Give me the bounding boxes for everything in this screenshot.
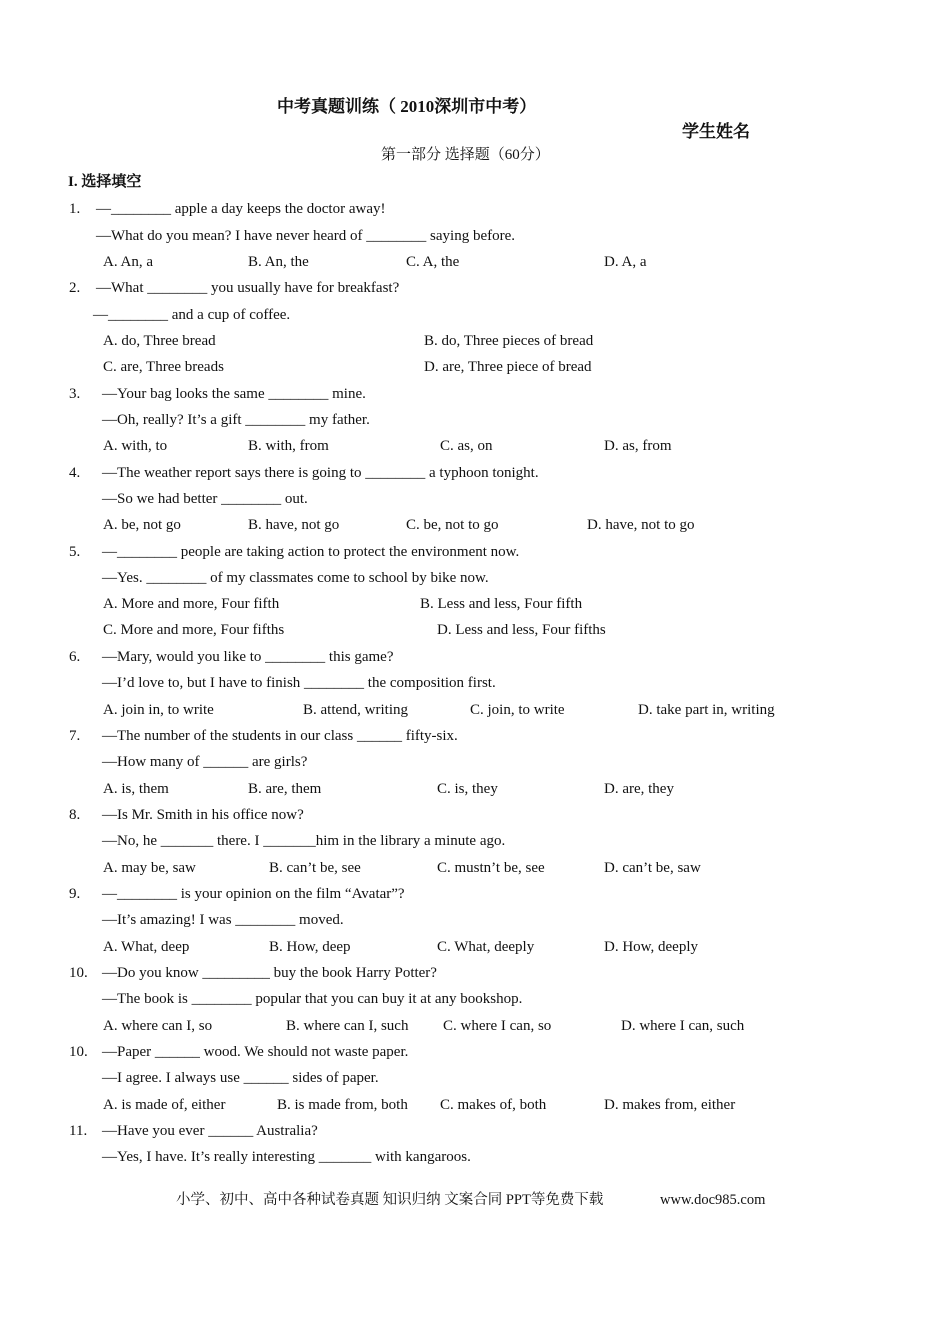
answer-option[interactable]: A. may be, saw bbox=[103, 860, 196, 876]
question-number: 5. bbox=[69, 544, 81, 560]
answer-option[interactable]: B. with, from bbox=[248, 438, 329, 454]
answer-option[interactable]: D. are, Three piece of bread bbox=[424, 359, 592, 375]
answer-option[interactable]: A. be, not go bbox=[103, 517, 181, 533]
answer-option[interactable]: B. do, Three pieces of bread bbox=[424, 333, 594, 349]
question-number: 2. bbox=[69, 280, 81, 296]
answer-option[interactable]: C. What, deeply bbox=[437, 939, 535, 955]
answer-option[interactable]: A. More and more, Four fifth bbox=[103, 596, 280, 612]
answer-option[interactable]: D. where I can, such bbox=[621, 1018, 745, 1034]
question-line: —So we had better ________ out. bbox=[102, 491, 308, 507]
footer-text: 小学、初中、高中各种试卷真题 知识归纳 文案合同 PPT等免费下载 bbox=[176, 1192, 604, 1208]
question-line: —________ is your opinion on the film “Avatar”? bbox=[102, 886, 405, 902]
student-name-label: 学生姓名 bbox=[682, 122, 750, 141]
answer-option[interactable]: B. can’t be, see bbox=[269, 860, 361, 876]
answer-option[interactable]: C. be, not to go bbox=[406, 517, 499, 533]
answer-option[interactable]: D. makes from, either bbox=[604, 1097, 736, 1113]
answer-option[interactable]: D. take part in, writing bbox=[638, 702, 775, 718]
answer-option[interactable]: D. as, from bbox=[604, 438, 672, 454]
question-line: —The weather report says there is going to ________ a typhoon tonight. bbox=[102, 465, 539, 481]
footer-url[interactable]: www.doc985.com bbox=[660, 1192, 766, 1208]
answer-option[interactable]: C. mustn’t be, see bbox=[437, 860, 545, 876]
answer-option[interactable]: B. attend, writing bbox=[303, 702, 408, 718]
answer-option[interactable]: C. where I can, so bbox=[443, 1018, 552, 1034]
question-line: —The number of the students in our class ______ fifty-six. bbox=[102, 728, 458, 744]
answer-option[interactable]: A. What, deep bbox=[103, 939, 190, 955]
question-line: —Paper ______ wood. We should not waste paper. bbox=[102, 1044, 409, 1060]
question-line: —I’d love to, but I have to finish ________ the composition first. bbox=[102, 675, 496, 691]
answer-option[interactable]: C. A, the bbox=[406, 254, 460, 270]
answer-option[interactable]: A. is, them bbox=[103, 781, 169, 797]
answer-option[interactable]: D. A, a bbox=[604, 254, 647, 270]
answer-option[interactable]: A. do, Three bread bbox=[103, 333, 216, 349]
question-number: 3. bbox=[69, 386, 81, 402]
answer-option[interactable]: B. How, deep bbox=[269, 939, 351, 955]
question-line: —Your bag looks the same ________ mine. bbox=[102, 386, 366, 402]
answer-option[interactable]: A. join in, to write bbox=[103, 702, 214, 718]
answer-option[interactable]: D. have, not to go bbox=[587, 517, 695, 533]
answer-option[interactable]: B. is made from, both bbox=[277, 1097, 408, 1113]
question-line: —What ________ you usually have for breakfast? bbox=[96, 280, 400, 296]
answer-option[interactable]: C. as, on bbox=[440, 438, 493, 454]
answer-option[interactable]: D. can’t be, saw bbox=[604, 860, 701, 876]
question-number: 9. bbox=[69, 886, 81, 902]
question-number: 10. bbox=[69, 965, 88, 981]
question-line: —Yes. ________ of my classmates come to school by bike now. bbox=[102, 570, 489, 586]
answer-option[interactable]: C. is, they bbox=[437, 781, 498, 797]
question-line: —Have you ever ______ Australia? bbox=[102, 1123, 318, 1139]
question-number: 8. bbox=[69, 807, 81, 823]
answer-option[interactable]: A. An, a bbox=[103, 254, 153, 270]
question-line: —The book is ________ popular that you can buy it at any bookshop. bbox=[102, 991, 523, 1007]
question-line: —How many of ______ are girls? bbox=[102, 754, 308, 770]
part-heading: 第一部分 选择题（60分） bbox=[381, 147, 550, 163]
answer-option[interactable]: B. Less and less, Four fifth bbox=[420, 596, 583, 612]
answer-option[interactable]: A. is made of, either bbox=[103, 1097, 226, 1113]
question-line: —________ apple a day keeps the doctor away! bbox=[96, 201, 386, 217]
question-line: —________ people are taking action to protect the environment now. bbox=[102, 544, 520, 560]
section-heading: I. 选择填空 bbox=[68, 174, 142, 190]
answer-option[interactable]: C. join, to write bbox=[470, 702, 565, 718]
answer-option[interactable]: C. More and more, Four fifths bbox=[103, 622, 285, 638]
answer-option[interactable]: B. An, the bbox=[248, 254, 309, 270]
question-line: —I agree. I always use ______ sides of paper. bbox=[102, 1070, 379, 1086]
answer-option[interactable]: B. where can I, such bbox=[286, 1018, 409, 1034]
question-number: 4. bbox=[69, 465, 81, 481]
question-line: —Yes, I have. It’s really interesting _______ with kangaroos. bbox=[102, 1149, 471, 1165]
page-title: 中考真题训练（ 2010深圳市中考） bbox=[277, 97, 537, 116]
question-number: 11. bbox=[69, 1123, 88, 1139]
question-line: —Is Mr. Smith in his office now? bbox=[102, 807, 304, 823]
answer-option[interactable]: C. are, Three breads bbox=[103, 359, 224, 375]
question-line: —What do you mean? I have never heard of ________ saying before. bbox=[96, 228, 516, 244]
question-number: 10. bbox=[69, 1044, 88, 1060]
question-number: 6. bbox=[69, 649, 81, 665]
question-line: —________ and a cup of coffee. bbox=[93, 307, 291, 323]
question-line: —Do you know _________ buy the book Harry Potter? bbox=[102, 965, 437, 981]
answer-option[interactable]: D. How, deeply bbox=[604, 939, 699, 955]
answer-option[interactable]: B. have, not go bbox=[248, 517, 340, 533]
answer-option[interactable]: D. are, they bbox=[604, 781, 674, 797]
answer-option[interactable]: A. where can I, so bbox=[103, 1018, 213, 1034]
question-number: 7. bbox=[69, 728, 81, 744]
question-line: —It’s amazing! I was ________ moved. bbox=[102, 912, 344, 928]
answer-option[interactable]: A. with, to bbox=[103, 438, 168, 454]
question-line: —No, he _______ there. I _______him in the library a minute ago. bbox=[102, 833, 506, 849]
answer-option[interactable]: C. makes of, both bbox=[440, 1097, 547, 1113]
question-line: —Mary, would you like to ________ this game? bbox=[102, 649, 394, 665]
answer-option[interactable]: D. Less and less, Four fifths bbox=[437, 622, 606, 638]
question-number: 1. bbox=[69, 201, 81, 217]
answer-option[interactable]: B. are, them bbox=[248, 781, 322, 797]
question-line: —Oh, really? It’s a gift ________ my father. bbox=[102, 412, 370, 428]
